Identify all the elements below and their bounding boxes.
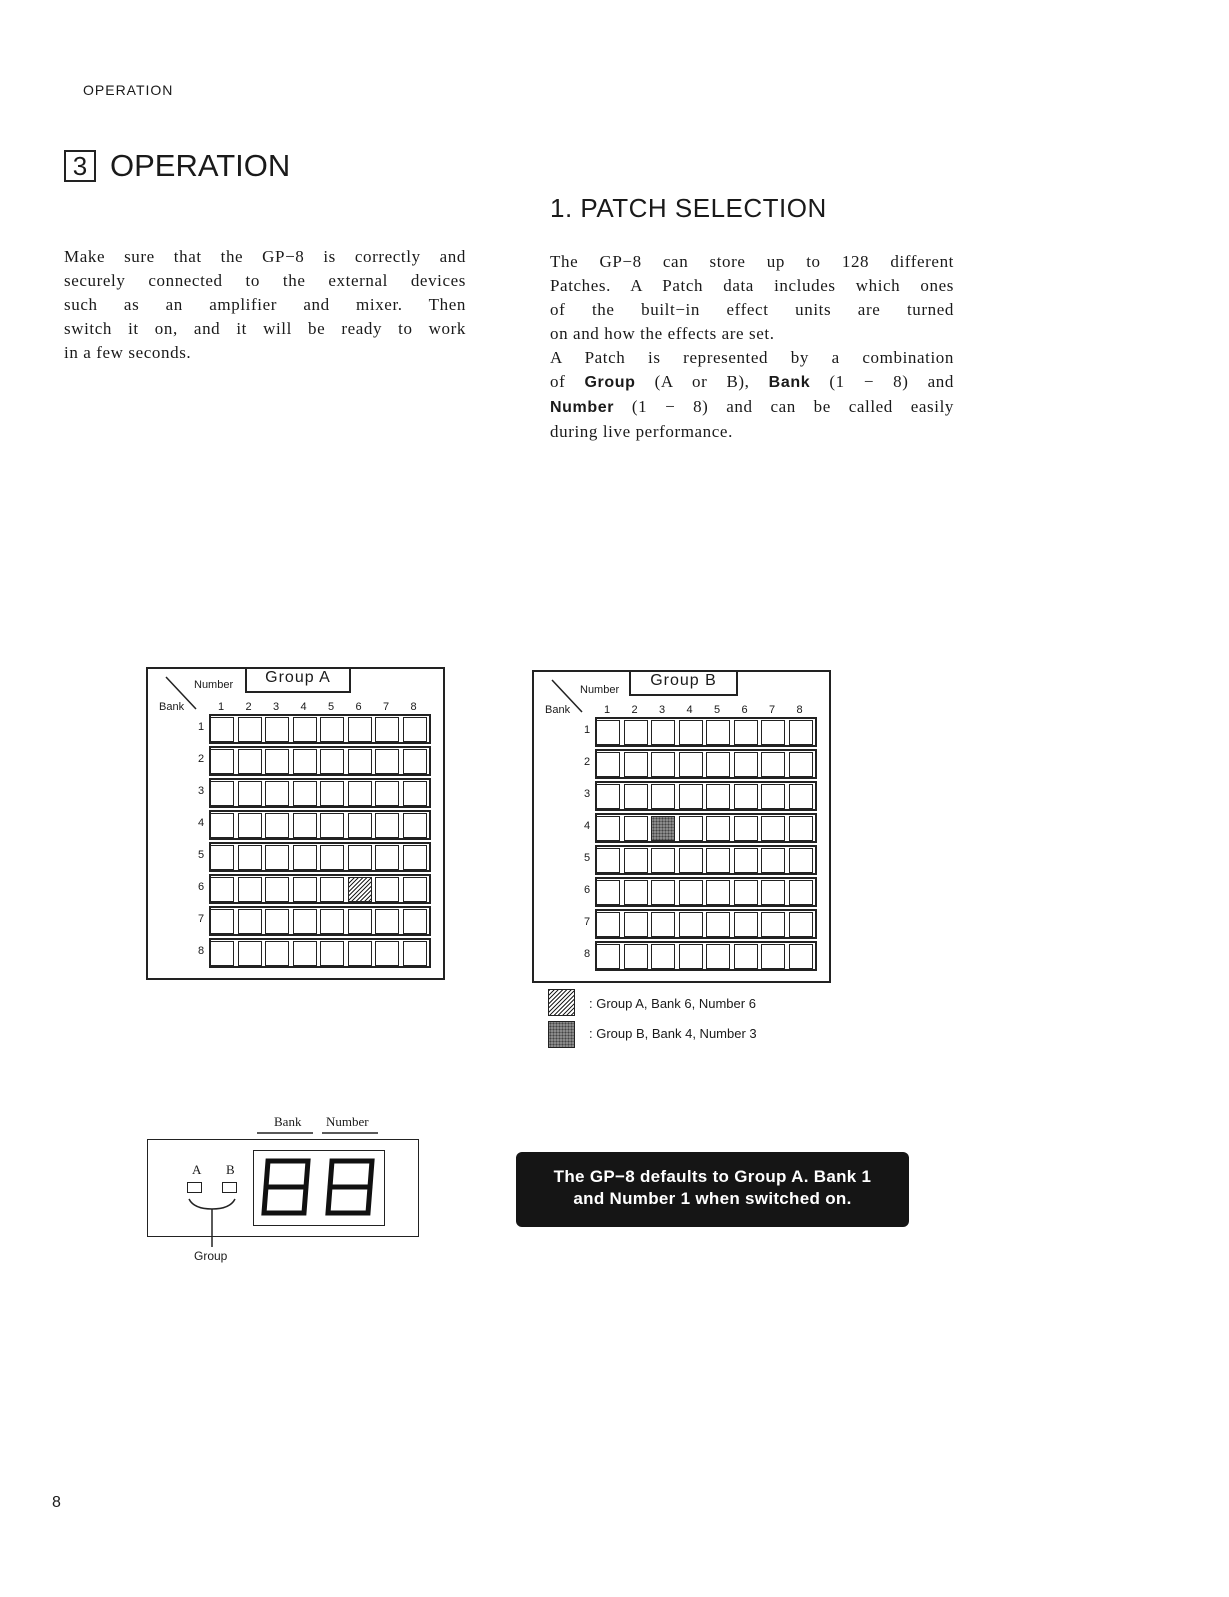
patch-cell — [761, 848, 785, 873]
patch-cell — [789, 752, 813, 777]
bank-row-label: 1 — [198, 721, 205, 733]
number-column-label: 8 — [410, 701, 417, 713]
patch-cell — [348, 877, 372, 902]
patch-cell — [706, 880, 730, 905]
patch-cell — [624, 880, 648, 905]
patch-cell — [348, 909, 372, 934]
bank-row-label: 5 — [198, 849, 205, 861]
patch-cell — [320, 749, 344, 774]
patch-cell — [706, 720, 730, 745]
subsection-title: 1. PATCH SELECTION — [550, 193, 827, 223]
patch-cell — [679, 912, 703, 937]
patch-cell — [596, 784, 620, 809]
patch-cell — [375, 877, 399, 902]
patch-cell — [734, 784, 758, 809]
patch-cell — [734, 880, 758, 905]
group-a-led — [187, 1182, 202, 1193]
patch-cell — [706, 848, 730, 873]
patch-cell — [320, 877, 344, 902]
patch-cell — [761, 912, 785, 937]
patch-cell — [706, 752, 730, 777]
patch-cell — [596, 816, 620, 841]
text-line: The GP−8 can store up to 128 different — [550, 252, 954, 271]
patch-cell — [734, 720, 758, 745]
patch-cell — [238, 749, 262, 774]
patch-cell — [293, 845, 317, 870]
patch-cell — [706, 912, 730, 937]
callout-line-1: The GP−8 defaults to Group A. Bank 1 — [553, 1167, 872, 1186]
bank-row-label: 4 — [584, 820, 591, 832]
patch-cell — [679, 752, 703, 777]
patch-cell — [706, 784, 730, 809]
patch-cell — [789, 944, 813, 969]
group-b-title: Group B — [629, 672, 738, 696]
patch-cell — [596, 752, 620, 777]
patch-cell — [624, 720, 648, 745]
bank-row-label: 6 — [584, 884, 591, 896]
legend-swatch-b — [548, 1021, 575, 1048]
patch-cell — [789, 784, 813, 809]
number-column-label: 8 — [796, 704, 803, 716]
number-column-label: 6 — [355, 701, 362, 713]
patch-cell — [210, 717, 234, 742]
bank-row-label: 3 — [584, 788, 591, 800]
term-number: Number — [550, 399, 615, 416]
display-bank-label: Bank — [274, 1114, 302, 1129]
legend-text-b: : Group B, Bank 4, Number 3 — [589, 1026, 757, 1041]
patch-cell — [210, 781, 234, 806]
label-underlines — [256, 1131, 380, 1135]
patch-cell — [375, 813, 399, 838]
patch-cell — [375, 941, 399, 966]
patch-cell — [403, 749, 427, 774]
patch-cell — [651, 752, 675, 777]
patch-cell — [624, 912, 648, 937]
page-number: 8 — [52, 1494, 61, 1511]
bank-row-label: 4 — [198, 817, 205, 829]
patch-cell — [679, 944, 703, 969]
group-b-grid — [532, 670, 831, 983]
patch-cell — [210, 909, 234, 934]
group-b-led — [222, 1182, 237, 1193]
patch-cell — [210, 877, 234, 902]
patch-cell — [679, 784, 703, 809]
patch-cell — [265, 877, 289, 902]
led-label-b: B — [226, 1162, 235, 1177]
bank-axis-label: Bank — [545, 704, 571, 716]
patch-cell — [238, 781, 262, 806]
text-line: Patches. A Patch data includes which ones — [550, 276, 954, 295]
text-line: during live performance. — [550, 422, 733, 441]
text-line: on and how the effects are set. — [550, 324, 775, 343]
patch-cell — [265, 909, 289, 934]
bank-row-label: 7 — [584, 916, 591, 928]
bank-row-label: 2 — [198, 753, 205, 765]
patch-cell — [375, 909, 399, 934]
patch-cell — [651, 880, 675, 905]
patch-cell — [348, 845, 372, 870]
number-column-label: 4 — [686, 704, 693, 716]
patch-cell — [238, 717, 262, 742]
patch-cell — [265, 941, 289, 966]
patch-cell — [265, 845, 289, 870]
patch-cell — [238, 941, 262, 966]
patch-cell — [403, 781, 427, 806]
bank-row-label: 2 — [584, 756, 591, 768]
digit-88-glyph — [254, 1151, 384, 1225]
number-column-label: 6 — [741, 704, 748, 716]
patch-cell — [651, 848, 675, 873]
patch-cell — [761, 944, 785, 969]
patch-cell — [348, 813, 372, 838]
patch-cell — [789, 816, 813, 841]
text-line: of the built−in effect units are turned — [550, 300, 954, 319]
patch-cell — [293, 749, 317, 774]
patch-cell — [375, 717, 399, 742]
text-line: in a few seconds. — [64, 343, 192, 362]
number-column-label: 3 — [273, 701, 280, 713]
patch-cell — [210, 813, 234, 838]
number-column-label: 1 — [604, 704, 611, 716]
patch-cell — [596, 944, 620, 969]
number-column-label: 2 — [245, 701, 252, 713]
patch-cell — [624, 784, 648, 809]
patch-cell — [238, 845, 262, 870]
patch-cell — [320, 845, 344, 870]
patch-cell — [624, 752, 648, 777]
patch-cell — [348, 717, 372, 742]
patch-cell — [679, 816, 703, 841]
patch-cell — [403, 941, 427, 966]
patch-cell — [651, 816, 675, 841]
patch-paragraph — [550, 250, 954, 444]
patch-cell — [375, 845, 399, 870]
section-number: 3 — [64, 150, 96, 182]
bank-row-label: 7 — [198, 913, 205, 925]
patch-cell — [238, 909, 262, 934]
bank-axis-label: Bank — [159, 701, 185, 713]
patch-cell — [679, 848, 703, 873]
display-number-label: Number — [326, 1114, 369, 1129]
patch-cell — [624, 848, 648, 873]
number-column-label: 4 — [300, 701, 307, 713]
patch-cell — [293, 877, 317, 902]
patch-cell — [293, 941, 317, 966]
legend-text-a: : Group A, Bank 6, Number 6 — [589, 996, 756, 1011]
patch-cell — [651, 784, 675, 809]
text-line: Make sure that the GP−8 is correctly and — [64, 247, 466, 266]
patch-cell — [320, 941, 344, 966]
patch-cell — [265, 781, 289, 806]
bank-row-label: 8 — [584, 948, 591, 960]
patch-cell — [403, 813, 427, 838]
number-axis-label: Number — [194, 679, 234, 691]
patch-cell — [706, 944, 730, 969]
group-a-grid — [146, 667, 445, 980]
patch-cell — [210, 845, 234, 870]
patch-cell — [789, 880, 813, 905]
patch-cell — [293, 909, 317, 934]
seven-segment-display — [253, 1150, 385, 1226]
patch-cell — [403, 845, 427, 870]
number-column-label: 7 — [383, 701, 390, 713]
number-column-label: 2 — [631, 704, 638, 716]
number-axis-label: Number — [580, 684, 620, 696]
number-column-label: 5 — [328, 701, 335, 713]
patch-cell — [789, 720, 813, 745]
patch-cell — [596, 880, 620, 905]
bank-row-label: 3 — [198, 785, 205, 797]
term-group: Group — [584, 374, 636, 391]
running-head: OPERATION — [83, 82, 174, 98]
patch-cell — [679, 880, 703, 905]
patch-cell — [651, 720, 675, 745]
patch-cell — [238, 877, 262, 902]
patch-cell — [265, 717, 289, 742]
patch-cell — [375, 781, 399, 806]
patch-cell — [238, 813, 262, 838]
patch-cell — [761, 880, 785, 905]
patch-cell — [706, 816, 730, 841]
patch-cell — [734, 816, 758, 841]
patch-cell — [403, 717, 427, 742]
patch-cell — [265, 813, 289, 838]
patch-cell — [293, 813, 317, 838]
patch-cell — [651, 912, 675, 937]
patch-cell — [761, 784, 785, 809]
callout-line-2: and Number 1 when switched on. — [573, 1189, 852, 1208]
number-column-label: 5 — [714, 704, 721, 716]
patch-cell — [265, 749, 289, 774]
patch-cell — [293, 717, 317, 742]
text-line: securely connected to the external devices — [64, 271, 466, 290]
patch-cell — [734, 912, 758, 937]
patch-cell — [624, 944, 648, 969]
patch-cell — [596, 912, 620, 937]
section-title — [64, 148, 290, 184]
legend-swatch-a — [548, 989, 575, 1016]
patch-cell — [651, 944, 675, 969]
default-note-callout — [516, 1152, 909, 1227]
text-line: switch it on, and it will be ready to work — [64, 319, 466, 338]
number-column-label: 7 — [769, 704, 776, 716]
patch-cell — [320, 781, 344, 806]
patch-cell — [761, 752, 785, 777]
patch-cell — [210, 749, 234, 774]
section-title-text: OPERATION — [110, 148, 291, 183]
patch-cell — [761, 816, 785, 841]
text-line: A Patch is represented by a combination — [550, 348, 954, 367]
patch-cell — [734, 848, 758, 873]
patch-cell — [375, 749, 399, 774]
patch-cell — [596, 848, 620, 873]
text-line: of Group (A or B), Bank (1 − 8) and — [550, 372, 955, 391]
patch-cell — [348, 941, 372, 966]
bank-row-label: 1 — [584, 724, 591, 736]
patch-cell — [320, 909, 344, 934]
patch-cell — [320, 813, 344, 838]
text-line: Number (1 − 8) and can be called easily — [550, 397, 954, 416]
patch-cell — [348, 781, 372, 806]
text-line: such as an amplifier and mixer. Then — [64, 295, 466, 314]
patch-cell — [789, 912, 813, 937]
patch-cell — [761, 720, 785, 745]
patch-cell — [734, 752, 758, 777]
led-label-a: A — [192, 1162, 202, 1177]
term-bank: Bank — [768, 374, 811, 391]
number-column-label: 3 — [659, 704, 666, 716]
patch-cell — [348, 749, 372, 774]
patch-cell — [403, 909, 427, 934]
patch-cell — [789, 848, 813, 873]
bank-row-label: 8 — [198, 945, 205, 957]
number-column-label: 1 — [218, 701, 225, 713]
group-a-title: Group A — [245, 669, 351, 693]
patch-cell — [403, 877, 427, 902]
patch-cell — [734, 944, 758, 969]
group-label: Group — [194, 1249, 228, 1263]
patch-cell — [293, 781, 317, 806]
patch-cell — [596, 720, 620, 745]
bank-row-label: 6 — [198, 881, 205, 893]
bank-row-label: 5 — [584, 852, 591, 864]
intro-paragraph — [64, 245, 466, 365]
patch-cell — [210, 941, 234, 966]
patch-cell — [679, 720, 703, 745]
group-bracket — [186, 1197, 240, 1249]
patch-cell — [320, 717, 344, 742]
patch-cell — [624, 816, 648, 841]
